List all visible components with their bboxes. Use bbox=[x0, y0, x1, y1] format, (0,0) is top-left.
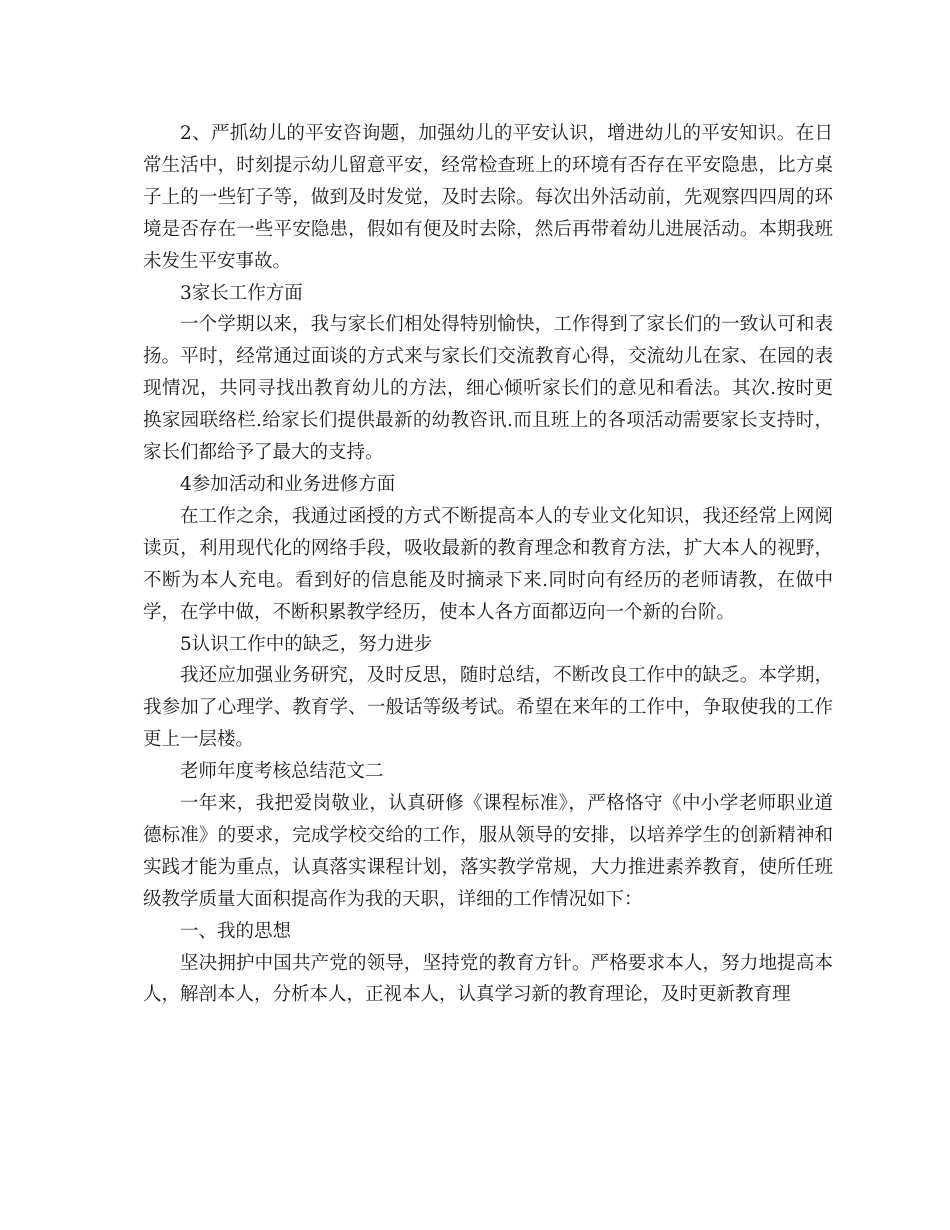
paragraph-my-thoughts: 坚决拥护中国共产党的领导，坚持党的教育方针。严格要求本人，努力地提高本人，解剖本人，分析本人，正视本人，认真学习新的教育理论，及时更新教育理 bbox=[143, 952, 833, 1006]
heading-sample-two: 老师年度考核总结范文二 bbox=[180, 761, 384, 783]
heading-my-thoughts: 一、我的思想 bbox=[180, 920, 292, 942]
paragraph-parent-work: 一个学期以来，我与家长们相处得特别愉快，工作得到了家长们的一致认可和表扬。平时，经常通过面谈的方式来与家长们交流教育心得，交流幼儿在家、在园的表现情况，共同寻找出教育幼儿的方法，细心倾听家长们的意见和看法。其次.按时更换家园联络栏.给家长们提供最新的幼教咨讯.而且班上的各项活动需要家长支持时，家长们都给予了最大的支持。 bbox=[143, 314, 833, 464]
paragraph-safety: 2、严抓幼儿的平安咨询题，加强幼儿的平安认识，增进幼儿的平安知识。在日常生活中，时刻提示幼儿留意平安，经常检查班上的环境有否存在平安隐患，比方桌子上的一些钉子等，做到及时发觉，及时去除。每次出外活动前，先观察四四周的环境是否存在一些平安隐患，假如有便及时去除，然后再带着幼儿进展活动。本期我班未发生平安事故。 bbox=[143, 123, 833, 272]
paragraph-shortcomings: 我还应加强业务研究，及时反思，随时总结，不断改良工作中的缺乏。本学期，我参加了心理学、教育学、一般话等级考试。希望在来年的工作中，争取使我的工作更上一层楼。 bbox=[143, 665, 833, 751]
paragraph-sample-two-intro: 一年来，我把爱岗敬业，认真研修《课程标准》，严格恪守《中小学老师职业道德标准》的要求，完成学校交给的工作，服从领导的安排，以培养学生的创新精神和实践才能为重点，认真落实课程计划，落实教学常规，大力推进素养教育，使所任班级教学质量大面积提高作为我的天职，详细的工作情况如下： bbox=[143, 793, 833, 910]
heading-shortcomings: 5认识工作中的缺乏，努力进步 bbox=[180, 633, 433, 655]
document-body bbox=[143, 118, 833, 1011]
paragraph-activities-study: 在工作之余，我通过函授的方式不断提高本人的专业文化知识，我还经常上网阅读页，利用现代化的网络手段，吸收最新的教育理念和教育方法，扩大本人的视野，不断为本人充电。看到好的信息能及时摘录下来.同时向有经历的老师请教，在做中学，在学中做，不断积累教学经历，使本人各方面都迈向一个新的台阶。 bbox=[143, 505, 833, 623]
heading-parent-work: 3家长工作方面 bbox=[180, 282, 303, 304]
heading-activities-study: 4参加活动和业务进修方面 bbox=[180, 473, 396, 495]
